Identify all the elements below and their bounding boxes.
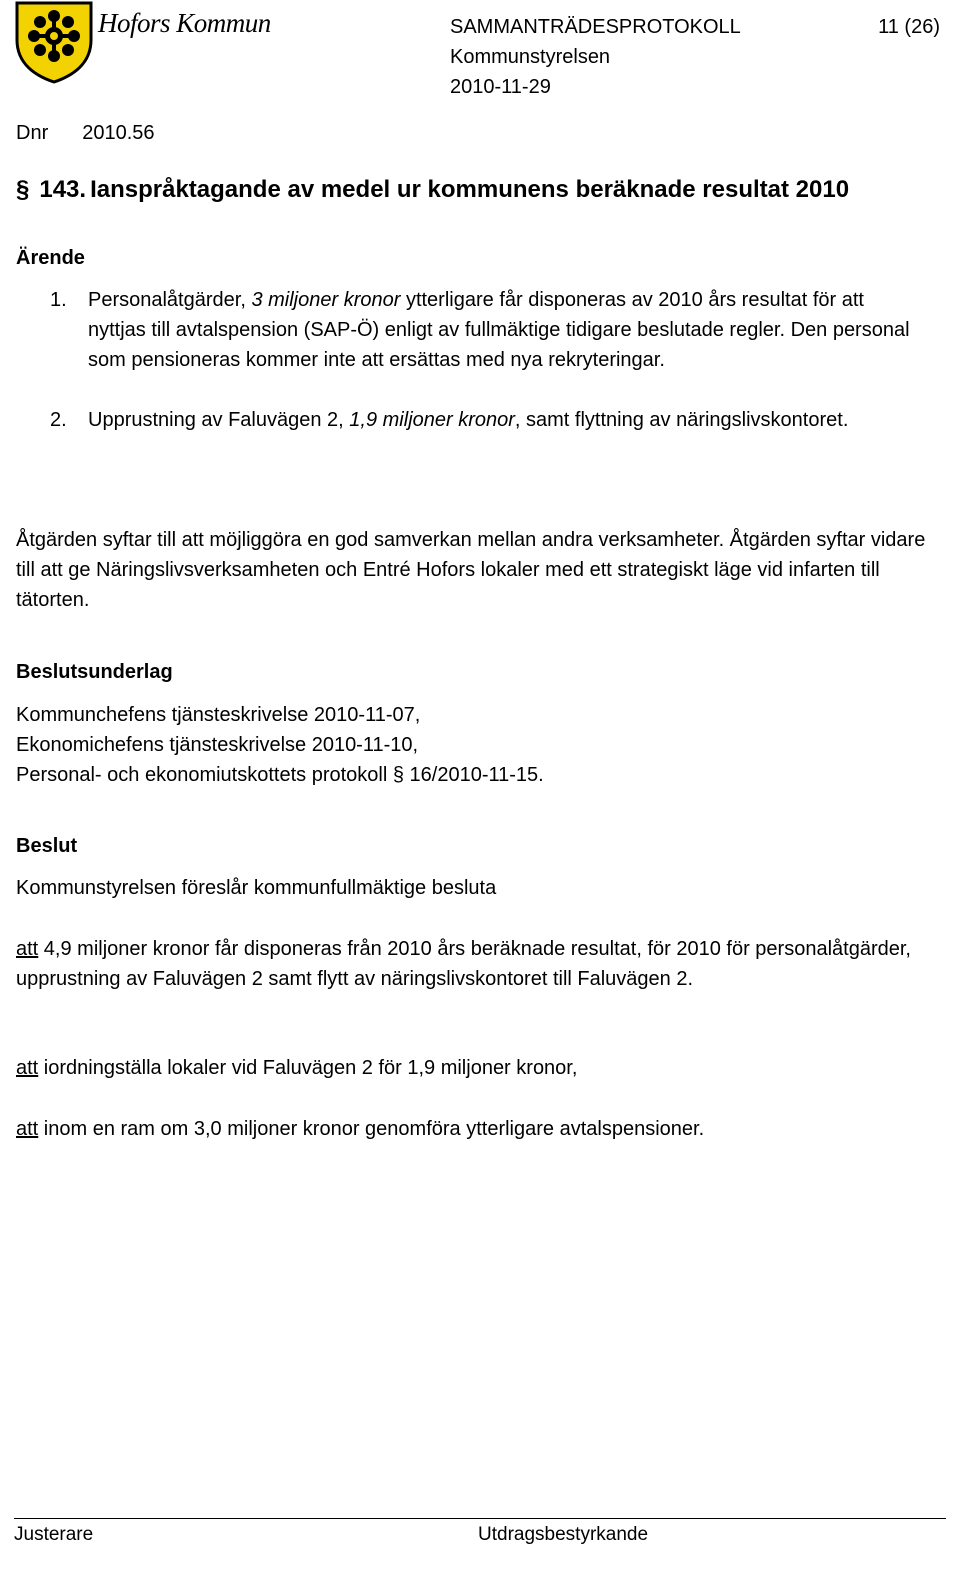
list-item-number: 1. <box>50 289 67 311</box>
paragraph-symbol: § <box>16 176 30 203</box>
emphasis-amount: 1,9 miljoner kronor <box>349 409 515 431</box>
arende-paragraph: Åtgärden syftar till att möjliggöra en god samverkan mellan andra verksamheter. Åtgärden syftar vidare till att ge Näringslivsverksamheten och Entré Hofors lokaler med ett strategiskt läge vid infarten till tätorten. <box>16 529 926 611</box>
text-run: Upprustning av Faluvägen 2, <box>88 409 350 431</box>
document-type: SAMMANTRÄDESPROTOKOLL <box>450 16 741 38</box>
decision-clause <box>16 934 936 994</box>
page-number: 11 (26) <box>878 16 940 38</box>
decision-clause <box>16 1053 936 1083</box>
dnr-value: 2010.56 <box>82 122 155 144</box>
list-item-text <box>88 285 920 375</box>
document-header <box>450 12 741 102</box>
att-word: att <box>16 1118 39 1140</box>
decision-clause <box>16 1114 936 1144</box>
beslutsunderlag-heading: Beslutsunderlag <box>16 661 173 683</box>
section-title-text: Ianspråktagande av medel ur kommunens beräknade resultat 2010 <box>90 176 850 203</box>
arende-heading: Ärende <box>16 247 85 269</box>
footer-utdragsbestyrkande: Utdragsbestyrkande <box>478 1524 649 1545</box>
list-item <box>50 405 920 435</box>
att-word: att <box>16 1057 39 1079</box>
att-word: att <box>16 938 39 960</box>
footer-justerare: Justerare <box>14 1524 94 1545</box>
section-title <box>16 170 849 210</box>
footer-divider <box>14 1518 946 1519</box>
list-item-number: 2. <box>50 409 67 431</box>
meeting-date: 2010-11-29 <box>450 76 551 98</box>
board-name: Kommunstyrelsen <box>450 46 611 68</box>
clause-text: iordningställa lokaler vid Faluvägen 2 för 1,9 miljoner kronor, <box>38 1057 578 1079</box>
clause-text: 4,9 miljoner kronor får disponeras från 2010 års beräknade resultat, för 2010 för personalåtgärder, upprustning av Faluvägen 2 samt flytt av näringslivskontoret till Faluvägen 2. <box>16 938 911 990</box>
text-run: , samt flyttning av näringslivskontoret. <box>514 409 849 431</box>
text-run: Personalåtgärder, <box>88 289 252 311</box>
document-reference: Ekonomichefens tjänsteskrivelse 2010-11-10, <box>16 734 419 756</box>
beslut-intro: Kommunstyrelsen föreslår kommunfullmäktige besluta <box>16 877 497 899</box>
clause-text: inom en ram om 3,0 miljoner kronor genomföra ytterligare avtalspensioner. <box>38 1118 705 1140</box>
dnr-line <box>16 118 155 148</box>
municipality-name: Hofors Kommun <box>98 8 271 38</box>
list-item-text <box>88 405 848 435</box>
section-number: 143. <box>39 176 87 203</box>
emphasis-amount: 3 miljoner kronor <box>251 289 401 311</box>
list-item <box>50 285 920 375</box>
beslutsunderlag-list <box>16 700 544 790</box>
document-reference: Kommunchefens tjänsteskrivelse 2010-11-07, <box>16 704 421 726</box>
text-run: ytterligare får disponeras av 2010 års resultat för att nyttjas till avtalspension (SAP-Ö) enligt av fullmäktige tidigare beslutade regler. Den personal som pensioneras kommer inte att ersättas med nya rekryteringar. <box>88 289 910 371</box>
beslut-heading: Beslut <box>16 835 78 857</box>
document-reference: Personal- och ekonomiutskottets protokoll § 16/2010-11-15. <box>16 764 544 786</box>
dnr-label: Dnr <box>16 122 49 144</box>
arende-list <box>50 285 920 435</box>
municipality-coat-of-arms <box>14 0 94 84</box>
